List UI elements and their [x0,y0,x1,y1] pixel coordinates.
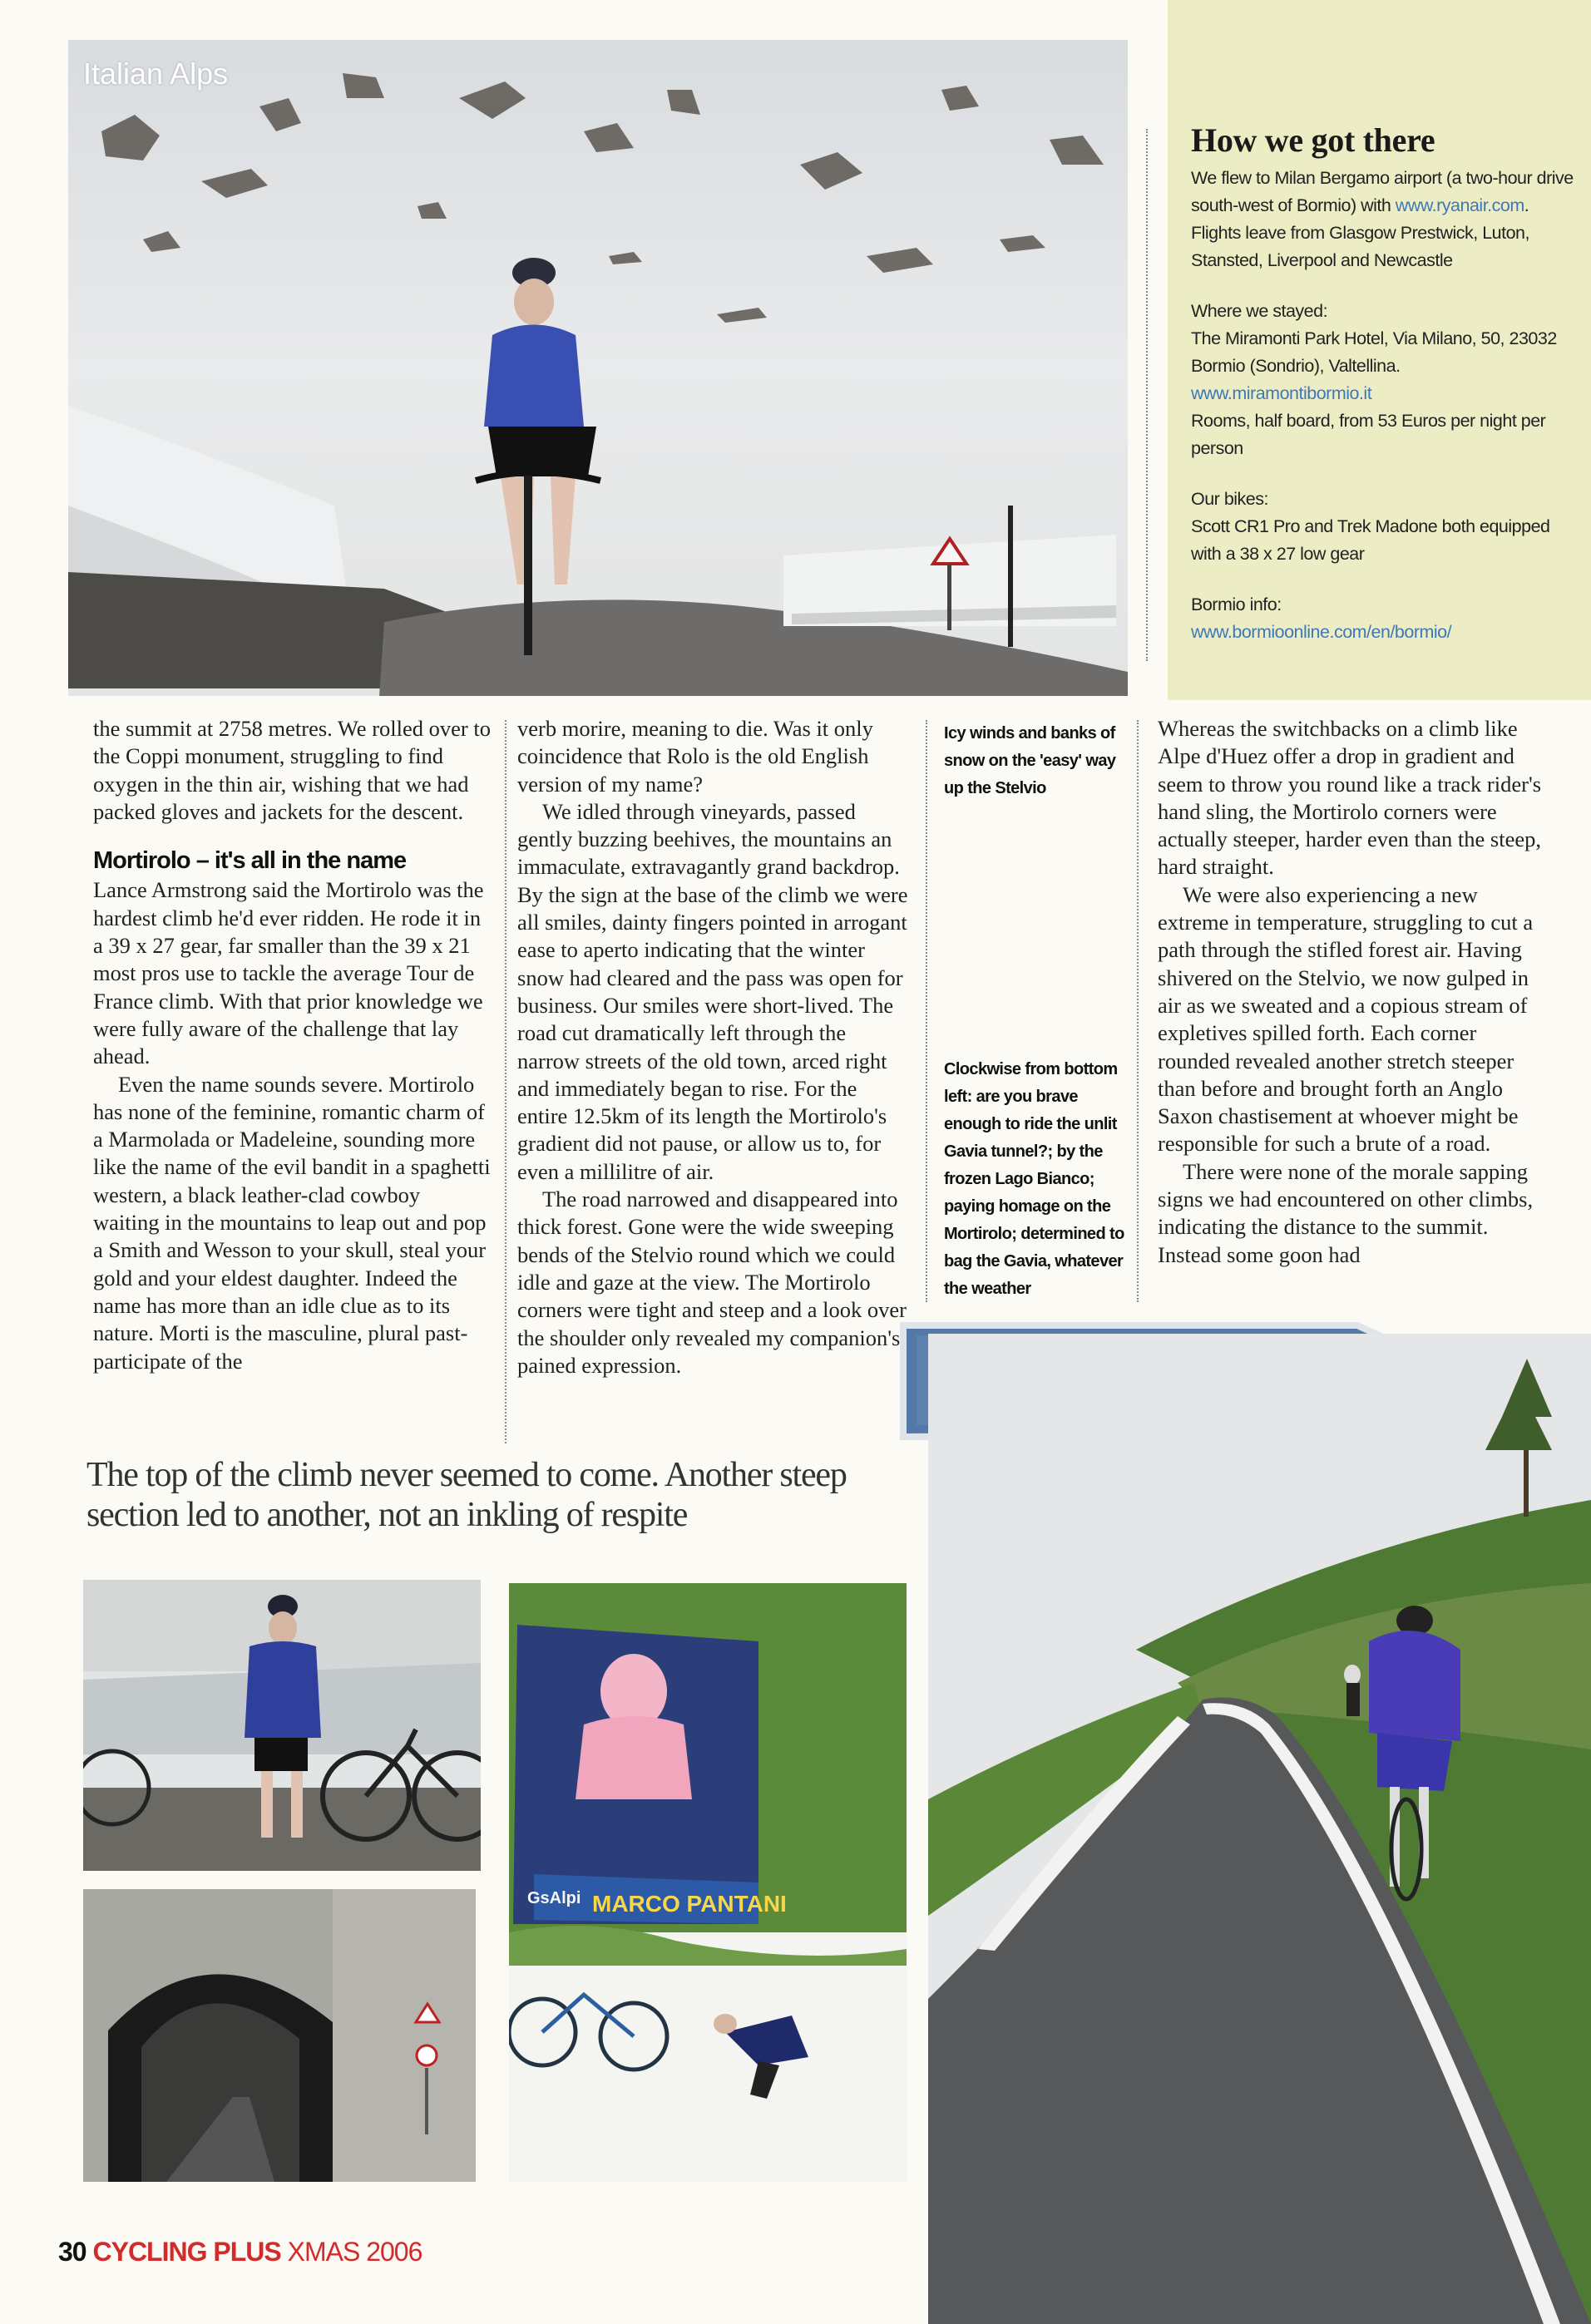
travel-info-sidebar [1168,0,1591,700]
hotel-link[interactable]: www.miramontibormio.it [1191,383,1372,403]
photo-gavia-tunnel [83,1889,476,2182]
col4-para-1: Whereas the switchbacks on a climb like Alpe d'Huez offer a drop in gradient and seem to throw you round like a track rider's hand sling, the Mortirolo corners were actually steeper, harder even than the steep, hard straight. [1158,716,1542,880]
bormio-info-link[interactable]: www.bormioonline.com/en/bormio/ [1191,622,1452,642]
col2-para-1: verb morire, meaning to die. Was it only coincidence that Rolo is the old English version of my name? [517,716,873,797]
hotel-rooms: Rooms, half board, from 53 Euros per night per person [1191,411,1546,458]
banner-pantani-text: MARCO PANTANI [592,1891,787,1917]
bormio-info-label: Bormio info: [1191,595,1282,614]
pull-quote: The top of the climb never seemed to come. Another steep section led to another, not an inkling of respite [86,1456,847,1534]
col1-para-3: Even the name sounds severe. Mortirolo has none of the feminine, romantic charm of a Marmolada or Madeleine, sounding more like the name of the evil bandit in a spaghetti western, a black leather-clad cowboy waiting in the mountains to leap out and pop a Smith and Wesson to your skull, steal your gold and your eldest daughter. Indeed the name has more than an idle clue as to its nature. Morti is the masculine, plural past-participate of the [93,1071,491,1374]
col4-para-2: We were also experiencing a new extreme in temperature, struggling to cut a path through the stifled forest air. Having shivered on the Stelvio, we now gulped in air as we sweated and a copious stream of expletives spilled forth. Each corner rounded revealed another stretch steeper than before and brought forth an Anglo Saxon chastisement at whoever might be responsible for such a brute of a road. [1158,881,1534,1157]
article-column-2 [517,715,912,1379]
caption-photo-grid: Clockwise from bottom left: are you brave enough to ride the unlit Gavia tunnel?; by the frozen Lago Bianco; paying homage on the Mortirolo; determined to bag the Gavia, whatever the weather [944,1060,1124,1298]
flight-info: We flew to Milan Bergamo airport (a two-hour drive south-west of Bormio) with www.ryanair.com. Flights leave from Glasgow Prestwick, Luton, Stansted, Liverpool and Newcastle [1191,168,1574,270]
magazine-name: CYCLING PLUS [92,2237,281,2267]
column-divider-2 [926,720,927,1302]
photo-gavia-climb [928,1334,1591,2324]
col2-para-2: We idled through vineyards, passed gently buzzing beehives, the mountains an immaculate, extravagantly grand backdrop. By the sign at the base of the climb we were all smiles, dainty fingers pointed in arrogant ease to aperto indicating that the winter snow had cleared and the pass was open for business. Our smiles were short-lived. The road cut dramatically left through the narrow streets of the old town, arced right and immediately began to rise. For the entire 12.5km of its length the Mortirolo's gradient did not pause, or allow us to, for even a millilitre of air. [517,798,908,1184]
caption-stelvio: Icy winds and banks of snow on the 'easy' way up the Stelvio [944,724,1116,797]
col1-para-2: Lance Armstrong said the Mortirolo was the hardest climb he'd ever ridden. He rode it in a 39 x 27 gear, far smaller than the 39 x 21 most pros use to tackle the average Tour de France climb. With that prior knowledge we were fully aware of the challenge that lay ahead. [93,877,484,1069]
banner-logo-text: GsAlpi [527,1889,581,1907]
sidebar-heading: How we got there [1191,121,1435,159]
page-folio [58,2237,422,2267]
bikes-text: Scott CR1 Pro and Trek Madone both equipped with a 38 x 27 low gear [1191,516,1550,564]
column-divider-3 [1137,720,1139,1302]
col2-para-3: The road narrowed and disappeared into thick forest. Gone were the wide sweeping bends of the Stelvio round which we could idle and gaze at the view. The Mortirolo corners were tight and steep and a look over the shoulder only revealed my companion's pained expression. [517,1187,907,1378]
top-photo-italian-alps [68,40,1128,696]
sidebar-divider [1146,129,1148,661]
page-number: 30 [58,2237,86,2267]
photo-pantani-homage [509,1583,907,2182]
column-divider-1 [505,720,506,1443]
article-column-1 [93,715,491,1375]
ryanair-link[interactable]: www.ryanair.com [1395,195,1524,215]
photo-lago-bianco [83,1580,481,1871]
stayed-label: Where we stayed: [1191,301,1328,321]
col1-para-1: the summit at 2758 metres. We rolled over to the Coppi monument, struggling to find oxygen in the thin air, wishing that we had packed gloves and jackets for the descent. [93,716,491,824]
photo-location-label: Italian Alps [83,57,229,91]
section-heading-mortirolo: Mortirolo – it's all in the name [93,847,407,875]
bikes-label: Our bikes: [1191,489,1268,509]
hotel-address: The Miramonti Park Hotel, Via Milano, 50, 23032 Bormio (Sondrio), Valtellina. [1191,328,1557,376]
col4-para-3: There were none of the morale sapping signs we had encountered on other climbs, indicating the distance to the summit. Instead some goon had [1158,1158,1534,1267]
issue-date: XMAS 2006 [287,2237,422,2267]
article-column-4 [1158,715,1549,1269]
